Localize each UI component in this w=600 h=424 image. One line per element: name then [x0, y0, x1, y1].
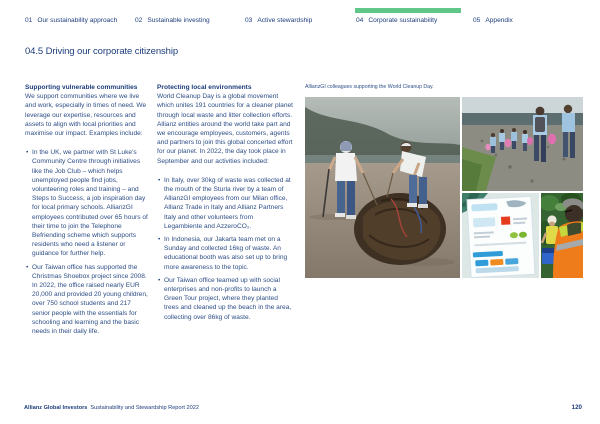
bullet-list	[157, 176, 293, 322]
text-column-vulnerable-communities	[25, 83, 149, 340]
nav-tab-label: Our sustainability approach	[37, 17, 118, 24]
photo-volunteers-dragging-net	[305, 97, 460, 278]
nav-tab-label: Corporate sustainability	[368, 17, 438, 24]
nav-tab-active-stewardship[interactable]	[245, 17, 312, 24]
bullet-item: • In the UK, we partner with St Luke’s Community Centre through initiatives like the Job Club – which helps unemployed people find jobs, volunteering roles and training – and Steps to Success, a job inspiration day for local primary schools. AllianzGI employees contributed over 65 hours of their time to join the Telephone Befriending scheme which supports residents who need a listener or guidance for further help.	[25, 148, 149, 258]
photo-collage	[305, 97, 583, 278]
text-column-local-environments	[157, 83, 293, 326]
column-heading: Supporting vulnerable communities	[25, 84, 138, 91]
nav-tab-number: 01	[25, 17, 33, 24]
nav-tab-number: 02	[135, 17, 143, 24]
bullet-item: • Our Taiwan office has supported the Christmas Shoebox project since 2008. In 2022, the office raised nearly EUR 20,000 and provided 20 young children, over 750 school students and 217 senior people with the essentials for schooling and learning and the basic needs in their daily life.	[25, 263, 149, 337]
footer	[24, 405, 199, 411]
footer-report-title: Sustainability and Stewardship Report 2022	[90, 405, 199, 411]
nav-tab-number: 03	[245, 17, 253, 24]
page-title: 04.5 Driving our corporate citizenship	[25, 46, 179, 57]
photo-caption: AllianzGI colleagues supporting the World Cleanup Day.	[305, 84, 434, 90]
nav-tab-label: Appendix	[485, 17, 513, 24]
nav-tab-number: 05	[473, 17, 481, 24]
column-intro: World Cleanup Day is a global movement which unites 191 countries for a cleaner planet through local waste and litter collection efforts. Allianz entities around the world take part and we encourage employees, customers, agents and partners to join this global concerted effort for our planet. In 2022, the day took place in September and our activities included:	[157, 93, 293, 165]
nav-tab-label: Active stewardship	[257, 17, 313, 24]
photo-group-beach-cleanup	[462, 97, 583, 191]
column-heading: Protecting local environments	[157, 84, 252, 91]
photo-education-booth	[462, 193, 539, 278]
bullet-item: • In Italy, over 30kg of waste was collected at the mouth of the Sturla river by a team of AllianzGI employees from our Milan office, Allianz Trade in Italy and Allianz Partners Italy and other volunteers from Legambiente and AzzeroCO₂.	[157, 176, 293, 231]
nav-tab-label: Sustainable investing	[147, 17, 210, 24]
bullet-item: • Our Taiwan office teamed up with social enterprises and non-profits to launch a Green Tour project, where they planted trees and cleaned up the beach in the area, collecting over 86kg of waste.	[157, 276, 293, 322]
page-number: 120	[571, 404, 582, 411]
photo-volunteers-safety-vest	[541, 193, 583, 278]
nav-tab-sustainability-approach[interactable]	[25, 17, 117, 24]
nav-tab-corporate-sustainability[interactable]	[356, 17, 437, 24]
footer-brand: Allianz Global Investors	[24, 405, 88, 411]
column-intro: We support communities where we live and work, especially in times of need. We leverage our expertise, resources and assets to align with local priorities and maximise our impact. Examples include:	[25, 93, 147, 138]
bullet-item: • In Indonesia, our Jakarta team met on a Sunday and collected 16kg of waste. An educational booth was also set up to bring more awareness to the topic.	[157, 235, 293, 272]
nav-tab-appendix[interactable]	[473, 17, 513, 24]
nav-tab-number: 04	[356, 17, 364, 24]
nav-tab-sustainable-investing[interactable]	[135, 17, 210, 24]
active-tab-indicator	[355, 8, 461, 13]
bullet-list	[25, 148, 149, 336]
